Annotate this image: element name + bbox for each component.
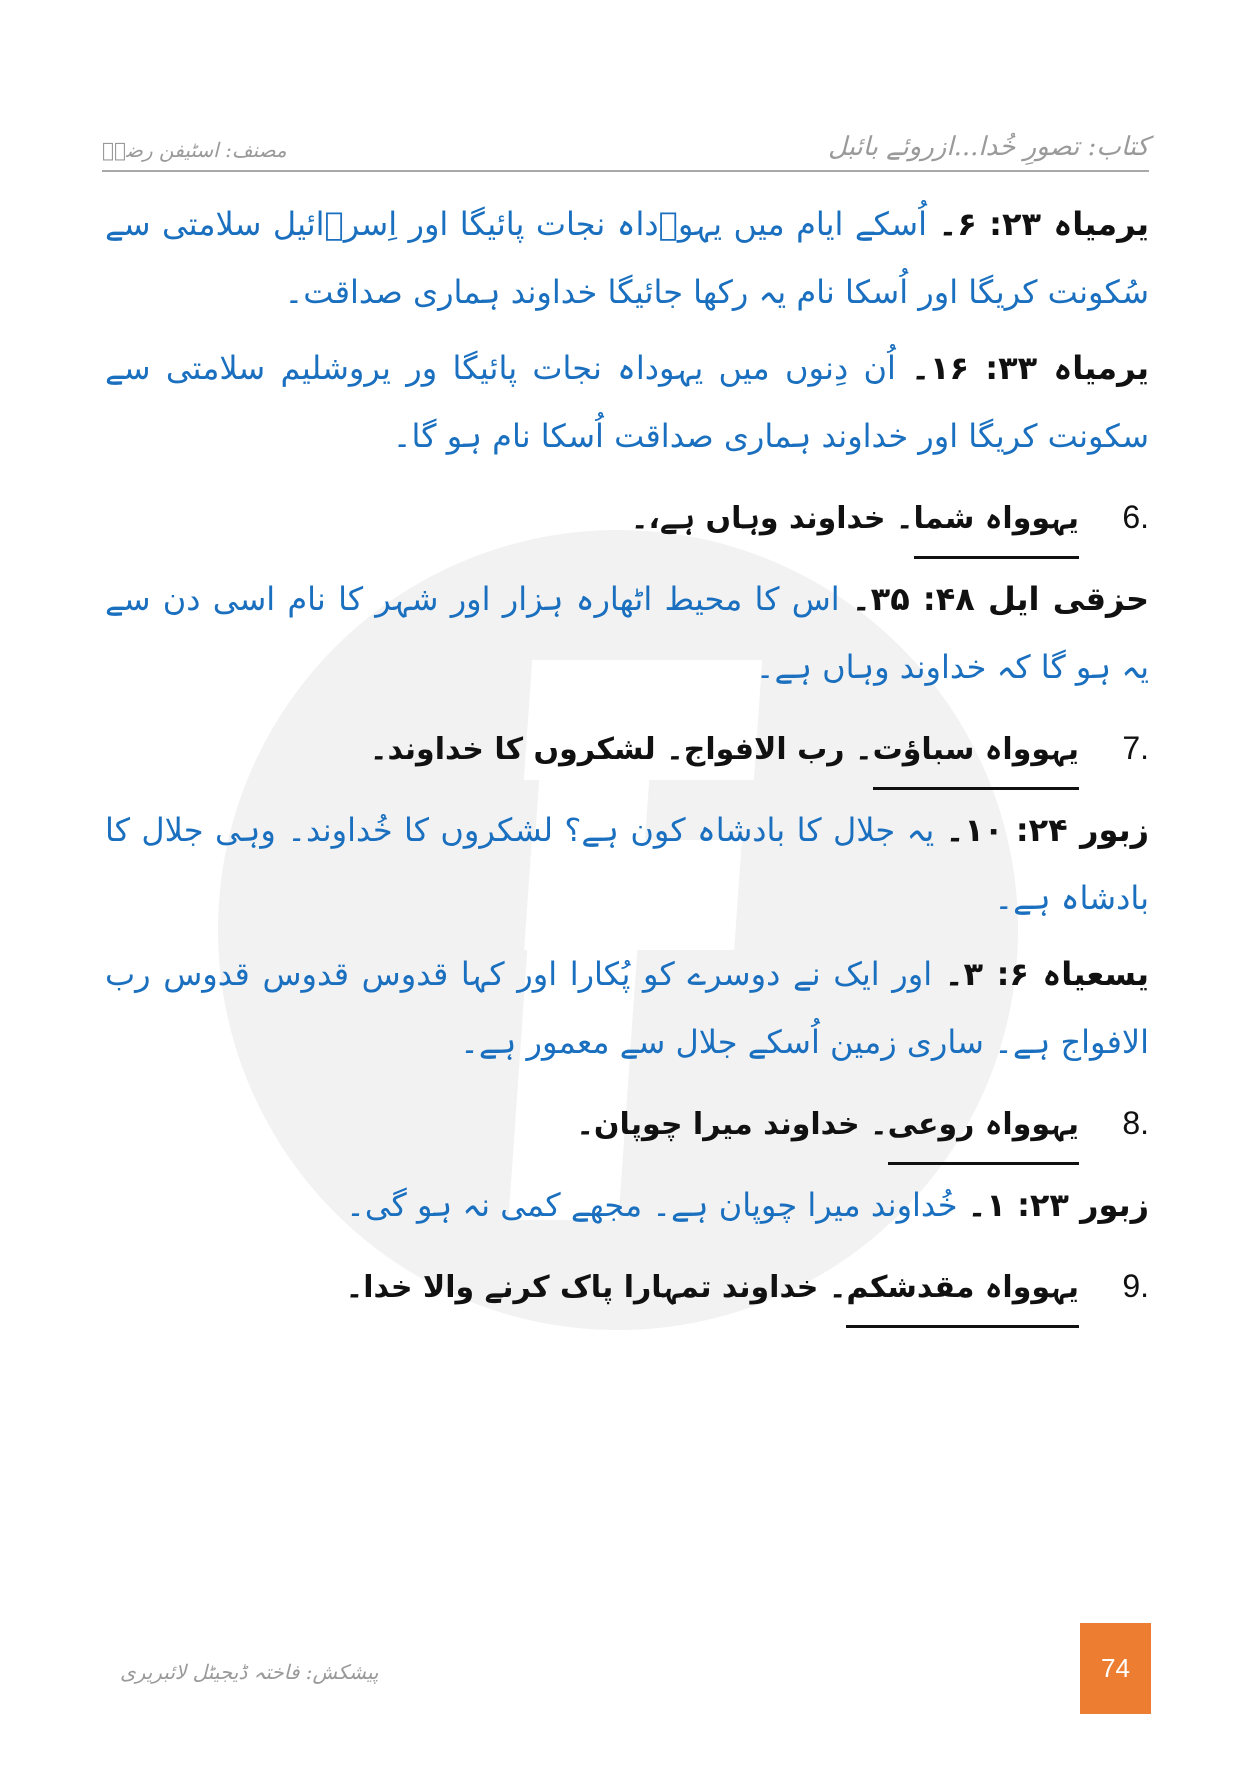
list-number: 6.	[1122, 499, 1149, 535]
list-number: 7.	[1122, 730, 1149, 766]
verse-reference: حزقی ایل ۴۸: ۳۵۔	[851, 580, 1150, 618]
page-number: 74	[1101, 1653, 1130, 1683]
list-number: 8.	[1122, 1105, 1149, 1141]
verse-reference: زبور ۲۴: ۱۰۔	[945, 811, 1150, 849]
page-header	[102, 112, 1149, 172]
divine-name-description: ۔ رب الافواج۔ لشکروں کا خداوند۔	[369, 732, 873, 767]
verse-text: اُسکے ایام میں یہوؔداہ نجات پائیگا اور اِسرؔائیل سلامتی سے سُکونت کریگا اور اُسکا نام یہ رکھا جائیگا خداوند ہماری صداقت۔	[105, 205, 1149, 311]
verse-text: اُن دِنوں میں یہوداہ نجات پائیگا ور یروشلیم سلامتی سے سکونت کریگا اور خداوند ہماری صداقت اُسکا نام ہو گا۔	[105, 349, 1149, 455]
verse-text: یہ جلال کا بادشاہ کون ہے؟ لشکروں کا خُداوند۔ وہی جلال کا بادشاہ ہے۔	[105, 811, 1149, 917]
page-number-badge	[1080, 1623, 1151, 1714]
divine-name-description: ۔ خداوند تمہارا پاک کرنے والا خدا۔	[345, 1270, 847, 1305]
verse-block	[105, 940, 1149, 1076]
verse-reference: یسعیاہ ۶: ۳۔	[944, 955, 1150, 993]
verse-block	[105, 334, 1149, 470]
divine-name-description: ۔ خداوند میرا چوپان۔	[576, 1107, 888, 1142]
verse-block	[105, 796, 1149, 932]
verse-block	[105, 190, 1149, 326]
author-label: مصنف: اسٹیفن رضاؔ	[102, 138, 287, 162]
footer-credit: پیشکش: فاختہ ڈیجیٹل لائبریری	[120, 1660, 379, 1684]
verse-text: اور ایک نے دوسرے کو پُکارا اور کہا قدوس قدوس قدوس رب الافواج ہے۔ ساری زمین اُسکے جلال سے معمور ہے۔	[105, 955, 1149, 1061]
divine-name-term: یہوواہ مقدشکم	[846, 1255, 1079, 1328]
list-item-7	[105, 715, 1149, 790]
page-content	[105, 190, 1149, 1334]
verse-text: اس کا محیط اٹھارہ ہزار اور شہر کا نام اسی دن سے یہ ہو گا کہ خداوند وہاں ہے۔	[105, 580, 1149, 686]
book-title: کتاب: تصورِ خُدا...ازروئے بائبل	[828, 132, 1149, 162]
verse-text: خُداوند میرا چوپان ہے۔ مجھے کمی نہ ہو گی۔	[346, 1186, 968, 1224]
verse-reference: یرمیاہ ۲۳: ۶۔	[938, 205, 1150, 243]
divine-name-term: یہوواہ سباؤت	[873, 717, 1079, 790]
divine-name-term: یہوواہ روعی	[888, 1092, 1079, 1165]
divine-name-term: یہوواہ شما	[914, 486, 1079, 559]
list-item-6	[105, 484, 1149, 559]
verse-block	[105, 565, 1149, 701]
verse-block	[105, 1171, 1149, 1239]
divine-name-description: ۔ خداوند وہاں ہے،۔	[630, 501, 914, 536]
list-item-8	[105, 1090, 1149, 1165]
list-item-9	[105, 1253, 1149, 1328]
verse-reference: یرمیاہ ۳۳: ۱۶۔	[911, 349, 1150, 387]
list-number: 9.	[1122, 1268, 1149, 1304]
verse-reference: زبور ۲۳: ۱۔	[967, 1186, 1149, 1224]
